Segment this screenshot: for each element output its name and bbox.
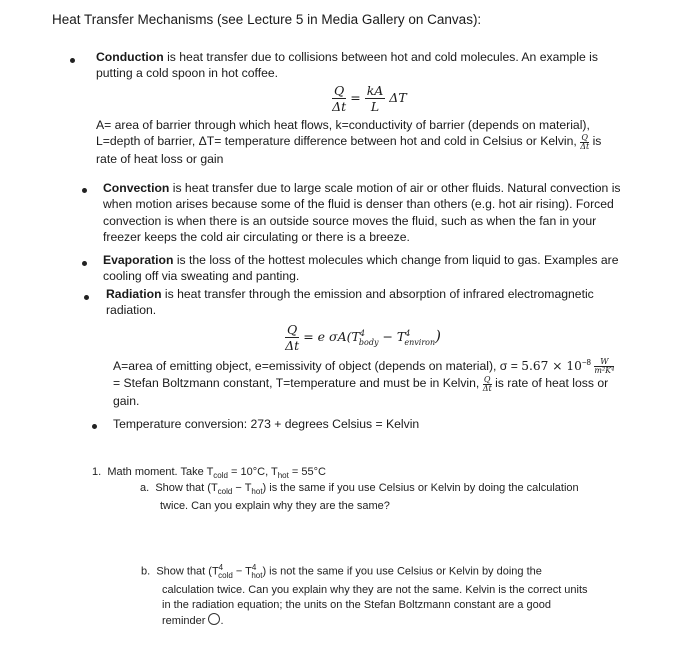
conduction-equation: $\frac{Q}{\Delta t}$ = $\frac{kA}{L}$ ΔT	[332, 83, 407, 114]
smiley-icon	[208, 613, 220, 625]
radiation-equation: $\frac{Q}{\Delta t}$ = e $\sigma A(T^4_{body} - T^4_{environ})$	[285, 322, 441, 353]
sigma-unit-fraction: $\frac{W}{\text{m²K⁴}}$	[594, 357, 615, 376]
conduction-definitions: A= area of barrier through which heat flows, k=conductivity of barrier (depends on material), L=depth of barrier, ΔT= temperature difference between hot and cold in Celsius or Kelvin, $\frac{Q}{\Delta t}$ is rate of heat loss or gain	[96, 118, 602, 166]
conduction-text: Conduction is heat transfer due to collisions between hot and cold molecules. An example is putting a cold spoon in hot coffee.	[96, 50, 598, 81]
temperature-conversion: Temperature conversion: 273 + degrees Celsius = Kelvin	[113, 417, 420, 431]
radiation-label: Radiation	[106, 287, 162, 301]
question-1b: b. Show that $(T^4_{cold} - T^4_{hot})$ is not the same if you use Celsius or Kelvin by doing the calculation twice. Can you explain why they are not the same. Kelvin is the correct units in the radiation equation; the units on the Stefan Boltzmann constant are a good reminder .	[141, 563, 588, 627]
bullet-convection	[82, 188, 87, 193]
evaporation-label: Evaporation	[103, 253, 174, 267]
sigma-value: 5.67 × 10	[521, 359, 582, 374]
convection-label: Convection	[103, 181, 170, 195]
convection-text: Convection is heat transfer due to large scale motion of air or other fluids. Natural convection is when motion arises because some of the fluid is denser than others (e.g. hot air rising). Forced convection is when there is an outside source moves the fluid, such as when the fan in your freezer keeps the cold air circulating or there is a breeze.	[103, 181, 621, 244]
bullet-evaporation	[82, 261, 87, 266]
q-over-dt-fraction-2: $\frac{Q}{\Delta t}$	[482, 374, 492, 393]
radiation-text: Radiation is heat transfer through the emission and absorption of infrared electromagnetic radiation.	[106, 287, 594, 318]
radiation-definitions: A=area of emitting object, e=emissivity of object (depends on material), $\sigma = 5.67 \times 10^{-8}$ $\frac{W}{\text{m²K⁴}}$ = Stefan Boltzmann constant, T=temperature and must be in Kelvin, $\frac{Q}{\Delta t}$ is rate of heat loss or gain.	[113, 357, 615, 408]
conduction-label: Conduction	[96, 50, 164, 64]
question-1a: a. Show that $(T_{cold} - T_{hot})$ is the same if you use Celsius or Kelvin by doing the calculation twice. Can you explain why they are the same?	[140, 482, 579, 513]
evaporation-text: Evaporation is the loss of the hottest molecules which change from liquid to gas. Examples are cooling off via sweating and panting.	[103, 253, 619, 284]
bullet-conduction	[70, 58, 75, 63]
question-1: 1. Math moment. Take $T_{cold} = 10^\circ C$, $T_{hot} = 55^\circ C$	[92, 466, 326, 481]
bullet-conversion	[92, 424, 97, 429]
bullet-radiation	[84, 295, 89, 300]
page-title: Heat Transfer Mechanisms (see Lecture 5 in Media Gallery on Canvas):	[52, 12, 482, 27]
q-over-dt-fraction: $\frac{Q}{\Delta t}$	[580, 132, 590, 151]
